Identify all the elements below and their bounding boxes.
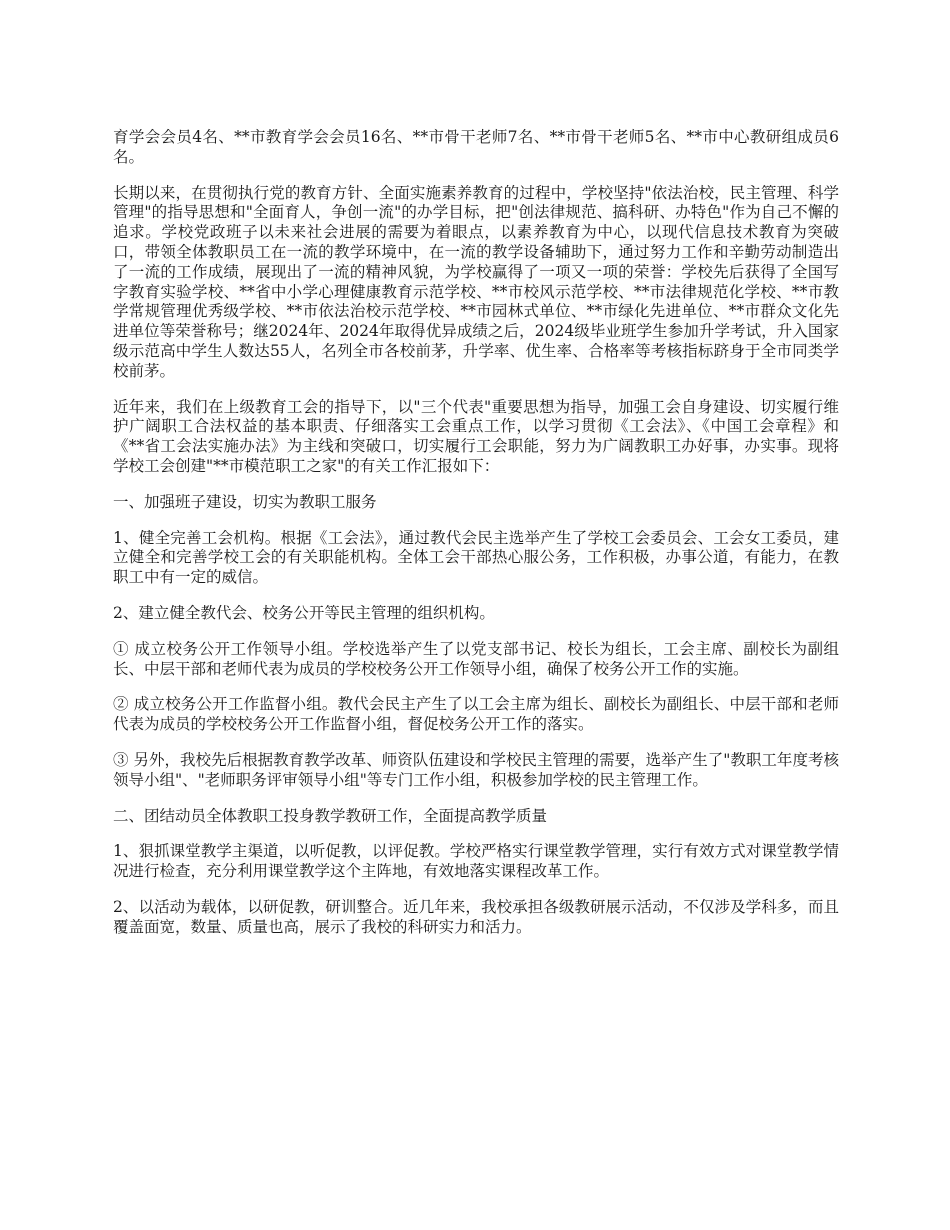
paragraph-item-3: ③ 另外，我校先后根据教育教学改革、师资队伍建设和学校民主管理的需要，选举产生了"教职工年度考核领导小组"、"老师职务评审领导小组"等专门工作小组，积极参加学校的民主管理工作。 [113,750,839,789]
paragraph-school-honors: 长期以来，在贯彻执行党的教育方针、全面实施素养教育的过程中，学校坚持"依法治校，民主管理、科学管理"的指导思想和"全面育人，争创一流"的办学目标，把"创法律规范、搞科研、办特色"作为自己不懈的追求。学校党政班子以未来社会进展的需要为着眼点，以素养教育为中心，以现代信息技术教育为突破口，带领全体教职员工在一流的教学环境中，在一流的教学设备辅助下，通过努力工作和辛勤劳动制造出了一流的工作成绩，展现出了一流的精神风貌，为学校赢得了一项又一项的荣誉：学校先后获得了全国写字教育实验学校、**省中小学心理健康教育示范学校、**市校风示范学校、**市法律规范化学校、**市教学常规管理优秀级学校、**市依法治校示范学校、**市园林式单位、**市绿化先进单位、**市群众文化先进单位等荣誉称号；继2024年、2024年取得优异成绩之后，2024级毕业班学生参加升学考试，升入国家级示范高中学生人数达55人，名列全市各校前茅，升学率、优生率、合格率等考核指标跻身于全市同类学校前茅。 [113,183,839,380]
document-page [113,128,839,954]
paragraph-member-counts: 育学会会员4名、**市教育学会会员16名、**市骨干老师7名、**市骨干老师5名、**市中心教研组成员6名。 [113,128,839,166]
paragraph-teaching-research: 2、以活动为载体，以研促教，研训整合。近几年来，我校承担各级教研展示活动，不仅涉及学科多，而且覆盖面宽，数量、质量也高，展示了我校的科研实力和活力。 [113,897,839,936]
paragraph-classroom-teaching: 1、狠抓课堂教学主渠道，以听促教，以评促教。学校严格实行课堂教学管理，实行有效方式对课堂教学情况进行检查，充分利用课堂教学这个主阵地，有效地落实课程改革工作。 [113,842,839,881]
paragraph-item-2: ② 成立校务公开工作监督小组。教代会民主产生了以工会主席为组长、副校长为副组长、中层干部和老师代表为成员的学校校务公开工作监督小组，督促校务公开工作的落实。 [113,695,839,734]
section-heading-1: 一、加强班子建设，切实为教职工服务 [113,492,377,511]
paragraph-democratic-management: 2、建立健全教代会、校务公开等民主管理的组织机构。 [113,603,495,622]
paragraph-union-intro: 近年来，我们在上级教育工会的指导下，以"三个代表"重要思想为指导，加强工会自身建设、切实履行维护广阔职工合法权益的基本职责、仔细落实工会重点工作，以学习贯彻《工会法》、《中国工会章程》和《**省工会法实施办法》为主线和突破口，切实履行工会职能，努力为广阔教职工办好事，办实事。现将学校工会创建"**市模范职工之家"的有关工作汇报如下： [113,397,839,475]
section-heading-2: 二、团结动员全体教职工投身教学教研工作，全面提高教学质量 [113,806,548,825]
paragraph-item-1: ① 成立校务公开工作领导小组。学校选举产生了以党支部书记、校长为组长，工会主席、副校长为副组长、中层干部和老师代表为成员的学校校务公开工作领导小组，确保了校务公开工作的实施。 [113,639,839,678]
paragraph-union-organization: 1、健全完善工会机构。根据《工会法》，通过教代会民主选举产生了学校工会委员会、工会女工委员，建立健全和完善学校工会的有关职能机构。全体工会干部热心服公务，工作积极，办事公道，有能力，在教职工中有一定的威信。 [113,528,839,587]
